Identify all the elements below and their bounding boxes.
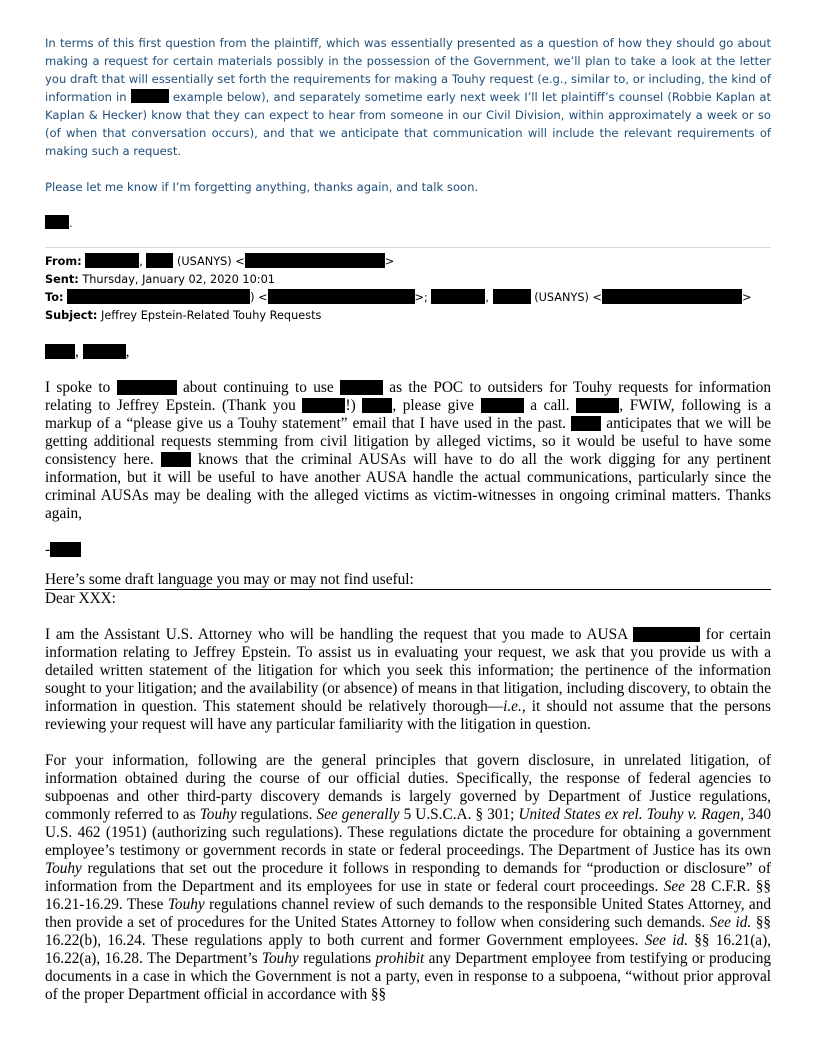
redaction-block <box>161 452 191 467</box>
redaction-block <box>362 398 392 413</box>
email-signature: - <box>45 541 771 559</box>
redaction-block <box>146 253 173 268</box>
header-from-line: From: , (USANYS) < > <box>45 255 395 268</box>
redaction-block <box>50 542 81 557</box>
redaction-block <box>481 398 524 413</box>
redaction-block <box>85 253 139 268</box>
redaction-block <box>268 289 415 304</box>
redaction-block <box>131 89 169 103</box>
draft-intro: Here’s some draft language you may or may not find useful: <box>45 571 414 588</box>
email-reply-paragraph-2: Please let me know if I’m forgetting anything, thanks again, and talk soon. <box>45 180 479 194</box>
redaction-block <box>602 289 742 304</box>
email-greeting: , , <box>45 343 771 361</box>
email-reply-signature: . <box>45 214 771 232</box>
header-to-line: To: ) < >; , (USANYS) < > <box>45 291 752 304</box>
header-sent-line: Sent: Thursday, January 02, 2020 10:01 <box>45 273 275 286</box>
redaction-block <box>493 289 531 304</box>
redaction-block <box>117 380 177 395</box>
redaction-block <box>302 398 345 413</box>
redaction-block <box>340 380 383 395</box>
redaction-block <box>67 289 250 304</box>
email-body-paragraph: I spoke to about continuing to use as the POC to outsiders for Touhy requests for information relating to Jeffrey Epstein. (Thank you !) , please give a call. , FWIW, following is a markup of a “please give us a Touhy statement” email that I have used in the past. anticipates that we will be getting additional requests stemming from civil litigation by alleged victims, so it would be useful to have some consistency here. knows that the criminal AUSAs will have to do all the work digging for any pertinent information, but it will be useful to have another AUSA handle the actual communications, particularly since the criminal AUSAs may be dealing with the alleged victims as victim-witnesses in ongoing criminal matters. Thanks again, <box>45 379 772 522</box>
document-page <box>45 34 771 1004</box>
redaction-block <box>576 398 619 413</box>
header-subject-line: Subject: Jeffrey Epstein-Related Touhy Requests <box>45 309 322 322</box>
letter-paragraph-2: For your information, following are the general principles that govern disclosure, in unrelated litigation, of information obtained during the course of our official duties. Specifically, the response of federal agencies to subpoenas and other third-party discovery demands is largely governed by Department of Justice regulations, commonly referred to as Touhy regulations. See generally 5 U.S.C.A. § 301; United States ex rel. Touhy v. Ragen, 340 U.S. 462 (1951) (authorizing such regulations). These regulations dictate the procedure for obtaining a government employee’s testimony or government records in state or federal proceedings. The Department of Justice has its own Touhy regulations that set out the procedure it follows in responding to demands for “production or disclosure” of information from the Department and its employees for use in state or federal court proceedings. See 28 C.F.R. §§ 16.21-16.29. These Touhy regulations channel review of such demands to the responsible United States Attorney, and then provide a set of procedures for the United States Attorney to follow when considering such demands. See id. §§ 16.22(b), 16.24. These regulations apply to both current and former Government employees. See id. §§ 16.21(a), 16.22(a), 16.28. The Department’s Touhy regulations prohibit any Department employee from testifying or producing documents in a case in which the Government is not a party, even in response to a subpoena, “without prior approval of the proper Department official in accordance with §§ <box>45 752 772 1003</box>
redaction-block <box>431 289 485 304</box>
letter-paragraph-1: I am the Assistant U.S. Attorney who will be handling the request that you made to AUSA for certain information relating to Jeffrey Epstein. To assist us in evaluating your request, we ask that you provide us with a detailed written statement of the litigation for which you seek this information; the pertinence of the information sought to your litigation; and the availability (or absence) of means in that litigation, including discovery, to obtain the information in question. This statement should be relatively thorough—i.e., it should not assume that the persons reviewing your request will have any particular familiarity with the litigation in question. <box>45 626 771 733</box>
redaction-block <box>245 253 385 268</box>
letter-salutation: Dear XXX: <box>45 590 116 607</box>
redaction-block <box>45 344 75 359</box>
redaction-block <box>571 416 601 431</box>
redaction-block <box>633 627 700 642</box>
redaction-block <box>83 344 126 359</box>
email-reply-paragraph-1: In terms of this first question from the plaintiff, which was essentially presented as a question of how they should go about making a request for certain materials possibly in the possession of the Government, we’ll plan to take a look at the letter you draft that will essentially set forth the requirements for making a Touhy request (e.g., similar to, or including, the kind of information in example below), and separately sometime early next week I’ll let plaintiff’s counsel (Robbie Kaplan at Kaplan & Hecker) know that they can expect to hear from someone in our Civil Division, within approximately a week or so (of when that conversation occurs), and that we anticipate that communication will include the relevant requirements of making such a request. <box>45 36 772 158</box>
redaction-block <box>45 215 69 229</box>
